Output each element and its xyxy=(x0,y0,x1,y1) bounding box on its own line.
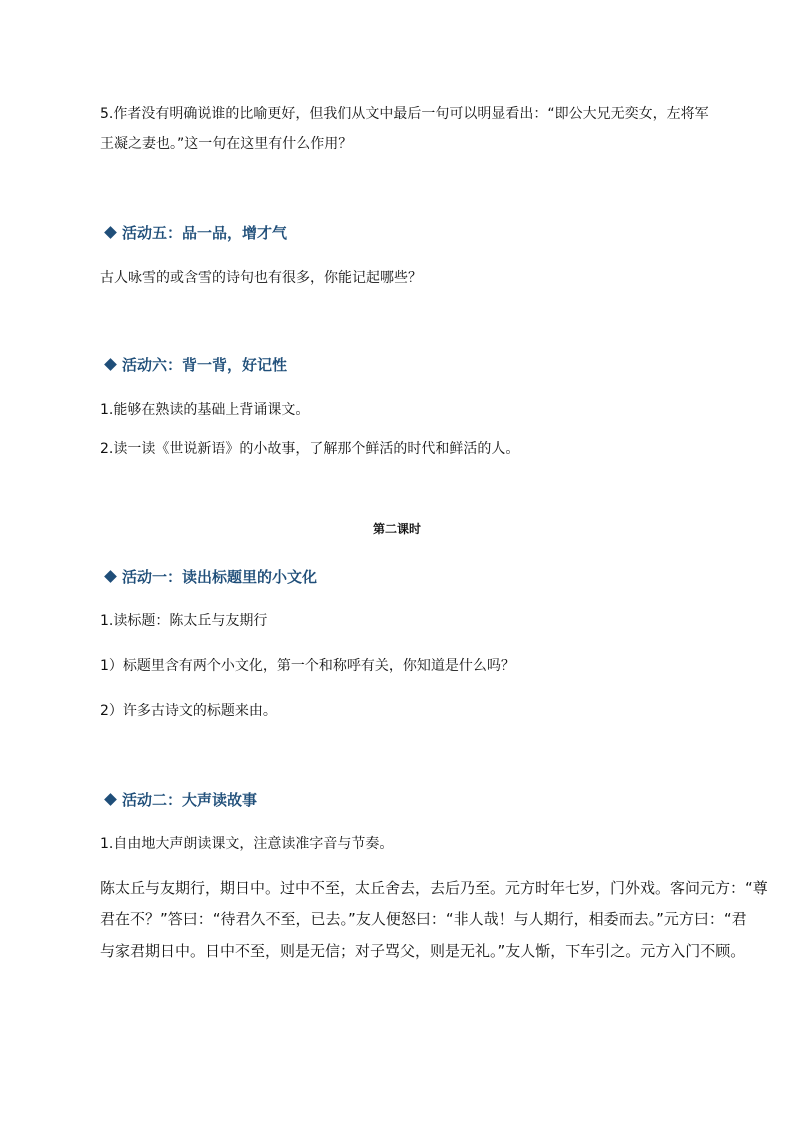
activity-1-heading xyxy=(104,566,317,588)
diamond-bullet-icon xyxy=(104,793,117,806)
diamond-bullet-icon xyxy=(104,570,117,583)
activity-2-heading xyxy=(104,789,257,811)
activity-5-title: 活动五：品一品，增才气 xyxy=(122,224,288,242)
passage-line-3: 与家君期日中。日中不至，则是无信；对子骂父，则是无礼。”友人惭，下车引之。元方入门不顾。 xyxy=(100,942,746,960)
activity-5-body: 古人咏雪的或含雪的诗句也有很多，你能记起哪些？ xyxy=(100,270,422,286)
activity-6-item-1: 1.能够在熟读的基础上背诵课文。 xyxy=(100,402,310,418)
activity-6-item-2: 2.读一读《世说新语》的小故事，了解那个鲜活的时代和鲜活的人。 xyxy=(100,441,520,457)
question-5-line-1: 5.作者没有明确说谁的比喻更好，但我们从文中最后一句可以明显看出：“即公大兄无奕女，左将军 xyxy=(100,106,709,122)
activity-1-title: 活动一：读出标题里的小文化 xyxy=(122,568,318,586)
activity-1-item-3: 2）许多古诗文的标题来由。 xyxy=(100,703,277,719)
activity-2-title: 活动二：大声读故事 xyxy=(122,791,258,809)
lesson-2-title: 第二课时 xyxy=(372,522,421,536)
passage-line-2: 君在不？”答曰：“待君久不至，已去。”友人便怒曰：“非人哉！与人期行，相委而去。”元方曰：“君 xyxy=(100,910,747,928)
activity-6-heading xyxy=(104,354,287,376)
activity-2-item-1: 1.自由地大声朗读课文，注意读准字音与节奏。 xyxy=(100,836,394,852)
activity-6-title: 活动六：背一背，好记性 xyxy=(122,356,288,374)
activity-1-item-1: 1.读标题：陈太丘与友期行 xyxy=(100,613,268,629)
activity-5-heading xyxy=(104,222,287,244)
question-5-line-2: 王凝之妻也。”这一句在这里有什么作用？ xyxy=(100,136,353,152)
diamond-bullet-icon xyxy=(104,358,117,371)
passage-line-1: 陈太丘与友期行，期日中。过中不至，太丘舍去，去后乃至。元方时年七岁，门外戏。客问元方：“尊 xyxy=(100,879,768,897)
activity-1-item-2: 1）标题里含有两个小文化，第一个和称呼有关，你知道是什么吗？ xyxy=(100,658,515,674)
diamond-bullet-icon xyxy=(104,226,117,239)
